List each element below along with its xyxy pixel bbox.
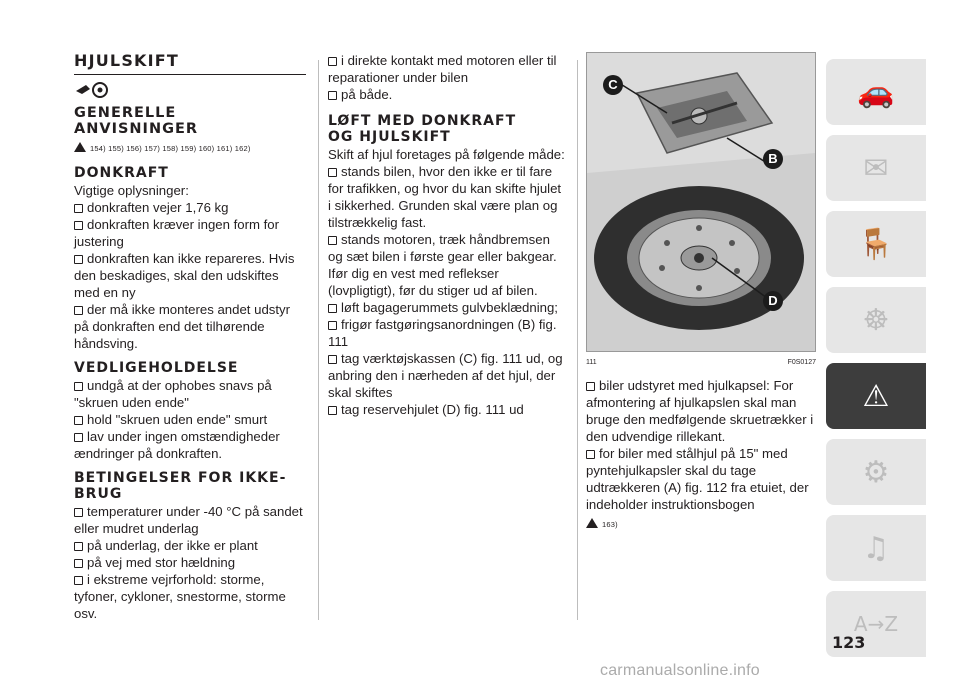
list-item-text: for biler med stålhjul på 15" med pyntehjulkapsler skal du tage udtrækkeren (A) fig. 112 fra etuiet, der indeholder instruktionsbogen: [586, 446, 809, 512]
col3-list: [586, 377, 816, 513]
list-item-text: stands bilen, hvor den ikke er til fare for trafikken, og hvor du kan skifte hjulet i sikkerhed. Grunden skal være plan og tilstrækkelig fast.: [328, 164, 562, 230]
list-item-text: hold "skruen uden ende" smurt: [87, 412, 268, 427]
list-item: [328, 316, 565, 350]
list-item: [74, 537, 306, 554]
list-item: [74, 503, 306, 537]
list-item-text: stands motoren, træk håndbremsen og sæt bilen i første gear eller bakgear. Ifør dig en vest med reflekser (lovpligtigt), før du stiger ud af bilen.: [328, 232, 557, 298]
bullet-icon: [328, 91, 337, 100]
tab-maintenance-gears[interactable]: [826, 439, 926, 505]
heading-vedligeholdelse: VEDLIGEHOLDELSE: [74, 360, 239, 376]
page-title: HJULSKIFT: [74, 51, 180, 70]
middle-column: [328, 52, 565, 418]
bullet-icon: [74, 576, 83, 585]
index-az-icon: A→Z: [853, 612, 899, 636]
list-item: [74, 571, 306, 622]
list-item-text: temperaturer under -40 °C på sandet eller mudret underlag: [74, 504, 303, 536]
list-item-text: i direkte kontakt med motoren eller til reparationer under bilen: [328, 53, 557, 85]
figure-caption: [586, 354, 816, 371]
list-item: [586, 445, 816, 513]
column-divider: [318, 60, 319, 620]
list-item: [328, 299, 565, 316]
list-item-text: lav under ingen omstændigheder ændringer på donkraften.: [74, 429, 280, 461]
bullet-icon: [328, 355, 337, 364]
right-column: [586, 52, 816, 535]
steps-list: [328, 163, 565, 418]
figure-spare-wheel: [586, 52, 816, 352]
list-item-text: tag værktøjskassen (C) fig. 111 ud, og anbring den i nærheden af det hjul, der skal skiftes: [328, 351, 563, 400]
heading-line: BRUG: [74, 486, 123, 502]
bullet-icon: [328, 406, 337, 415]
list-item-text: biler udstyret med hjulkapsel: For afmontering af hjulkapslen skal man bruge den medfølgende skruetrækker i den udvendige rillekant.: [586, 378, 814, 444]
figure-number: 111: [586, 359, 597, 366]
betingelser-list: [74, 503, 306, 622]
steps-intro: Skift af hjul foretages på følgende måde:: [328, 147, 565, 162]
bullet-icon: [74, 416, 83, 425]
bullet-icon: [74, 221, 83, 230]
list-item-text: på underlag, der ikke er plant: [87, 538, 258, 553]
list-item: [74, 411, 306, 428]
bullet-icon: [328, 236, 337, 245]
bullet-icon: [328, 304, 337, 313]
title-divider: [74, 74, 306, 75]
heading-loft: [328, 113, 565, 145]
heading-betingelser: [74, 470, 306, 502]
list-item: [328, 163, 565, 231]
heading-line: ANVISNINGER: [74, 121, 199, 137]
list-item: [328, 86, 565, 103]
list-item: [74, 250, 306, 301]
left-column: [74, 52, 306, 622]
list-item: [74, 377, 306, 411]
warning-icon: [74, 142, 86, 152]
emergency-car-icon: ⚠: [862, 378, 890, 414]
warning-icon: [586, 518, 598, 528]
list-item: [74, 199, 306, 216]
callout-b: B: [763, 149, 783, 169]
maintenance-gears-icon: ⚙: [862, 454, 890, 490]
refs-text: 163): [602, 520, 618, 529]
list-item-text: tag reservehjulet (D) fig. 111 ud: [341, 402, 524, 417]
list-item: [74, 554, 306, 571]
heading-line: BETINGELSER FOR IKKE-: [74, 470, 287, 486]
figure-code: F0S0127: [787, 359, 816, 366]
heading-generelle: [74, 105, 306, 137]
donkraft-list: [74, 199, 306, 352]
column-divider: [577, 60, 578, 620]
list-item-text: der må ikke monteres andet udstyr på donkraften end det tilhørende håndsving.: [74, 302, 291, 351]
watermark: carmanualsonline.info: [600, 662, 760, 679]
bullet-icon: [74, 508, 83, 517]
list-item: [586, 377, 816, 445]
tab-steering-key[interactable]: [826, 287, 926, 353]
tab-seat-airbag[interactable]: [826, 211, 926, 277]
list-item-text: i ekstreme vejrforhold: storme, tyfoner, cykloner, snestorme, storme osv.: [74, 572, 286, 621]
list-item-text: frigør fastgøringsanordningen (B) fig. 111: [328, 317, 557, 349]
list-item-text: donkraften kræver ingen form for justering: [74, 217, 280, 249]
chapter-sidebar: [826, 59, 926, 667]
wheel-change-icon: [74, 81, 306, 99]
list-item-text: undgå at der ophobes snavs på "skruen uden ende": [74, 378, 272, 410]
donkraft-intro: Vigtige oplysninger:: [74, 183, 189, 198]
refs-text: 154) 155) 156) 157) 158) 159) 160) 161) 162): [90, 144, 251, 153]
warning-reference: [586, 516, 816, 533]
heading-donkraft: DONKRAFT: [74, 165, 169, 181]
bullet-icon: [74, 204, 83, 213]
warning-references: [74, 140, 306, 157]
heading-line: OG HJULSKIFT: [328, 129, 451, 145]
page-number: 123: [832, 633, 866, 652]
list-item: [74, 301, 306, 352]
list-item: [328, 401, 565, 418]
list-item: [328, 52, 565, 86]
bullet-icon: [74, 255, 83, 264]
car-info-icon: 🚗: [857, 74, 895, 110]
callout-d: D: [763, 291, 783, 311]
heading-line: GENERELLE: [74, 105, 177, 121]
tab-emergency-car[interactable]: [826, 363, 926, 429]
bullet-icon: [328, 321, 337, 330]
list-item: [328, 350, 565, 401]
bullet-icon: [586, 382, 595, 391]
tab-warning-lights[interactable]: [826, 135, 926, 201]
list-item-text: donkraften kan ikke repareres. Hvis den beskadiges, skal den udskiftes med en ny: [74, 251, 295, 300]
list-item: [74, 216, 306, 250]
warning-lights-icon: ✉: [863, 150, 889, 186]
multimedia-icon: ♫: [862, 530, 890, 566]
bullet-icon: [586, 450, 595, 459]
heading-line: LØFT MED DONKRAFT: [328, 113, 517, 129]
vedligeholdelse-list: [74, 377, 306, 462]
list-item: [74, 428, 306, 462]
bullet-icon: [328, 57, 337, 66]
bullet-icon: [328, 168, 337, 177]
list-item-text: løft bagagerummets gulvbeklædning;: [341, 300, 558, 315]
list-item-text: på både.: [341, 87, 393, 102]
list-item-text: på vej med stor hældning: [87, 555, 236, 570]
tab-multimedia[interactable]: [826, 515, 926, 581]
bullet-icon: [74, 542, 83, 551]
seat-airbag-icon: 🪑: [857, 226, 895, 262]
list-item-text: donkraften vejer 1,76 kg: [87, 200, 229, 215]
bullet-icon: [74, 382, 83, 391]
bullet-icon: [74, 559, 83, 568]
tab-car-info[interactable]: [826, 59, 926, 125]
top-list: [328, 52, 565, 103]
bullet-icon: [74, 433, 83, 442]
steering-key-icon: ☸: [862, 302, 890, 338]
list-item: [328, 231, 565, 299]
callout-c: C: [603, 75, 623, 95]
bullet-icon: [74, 306, 83, 315]
